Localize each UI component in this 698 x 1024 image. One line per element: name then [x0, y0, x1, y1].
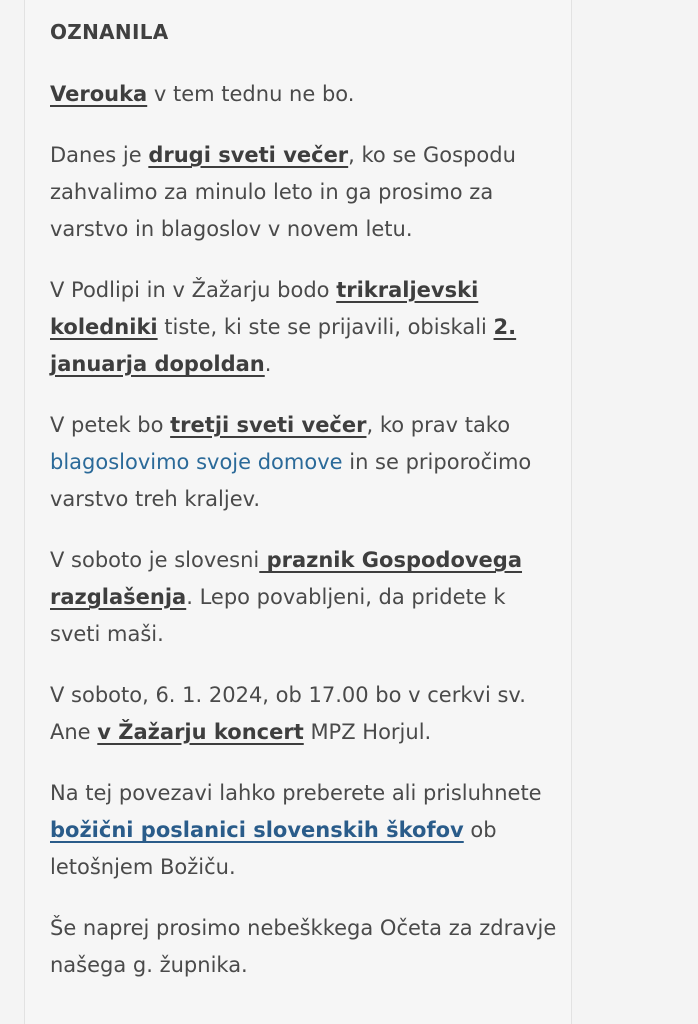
text: in se priporočimo varstvo treh kraljev. [50, 450, 532, 511]
text: v tem tednu ne bo. [147, 82, 355, 106]
highlight-epiphany: praznik Gospodovega razglašenja [50, 548, 523, 609]
article-card [24, 0, 572, 1024]
text: , ko prav tako [366, 413, 511, 437]
text: Danes je [50, 143, 149, 167]
text: V soboto je slovesni [50, 548, 260, 572]
highlight-second-evening: drugi sveti večer [148, 143, 349, 167]
announcement-bishops-message [50, 775, 560, 886]
announcement-third-holy-evening [50, 407, 560, 518]
announcement-carolers [50, 272, 560, 383]
blessing-homes-link[interactable]: blagoslovimo svoje domove [50, 450, 343, 474]
highlight-third-evening: tretji sveti večer [170, 413, 367, 437]
announcement-concert [50, 677, 560, 751]
text: Še naprej prosimo nebeškkega Očeta za zdravje našega g. župnika. [50, 916, 557, 977]
highlight-carolers: trikraljevski koledniki [50, 278, 479, 339]
announcement-prayer [50, 910, 560, 984]
text: V Podlipi in v Žažarju bodo [50, 278, 337, 302]
bishops-message-link[interactable]: božični poslanici slovenskih škofov [50, 818, 464, 842]
text: ob letošnjem Božiču. [50, 818, 497, 879]
text: Na tej povezavi lahko preberete ali prisluhnete [50, 781, 542, 805]
text: V petek bo [50, 413, 171, 437]
highlight-concert: v Žažarju koncert [97, 720, 304, 744]
highlight-verouka: Verouka [50, 82, 148, 106]
announcement-verouk [50, 76, 560, 113]
text: tiste, ki ste se prijavili, obiskali [157, 315, 494, 339]
text: , ko se Gospodu zahvalimo za minulo leto in ga prosimo za varstvo in blagoslov v novem letu. [50, 143, 516, 241]
section-heading: OZNANILA [50, 20, 169, 44]
text: . Lepo povabljeni, da pridete k sveti maši. [50, 585, 506, 646]
text: . [264, 352, 272, 376]
text: V soboto, 6. 1. 2024, ob 17.00 bo v cerkvi sv. Ane [50, 683, 526, 744]
text: MPZ Horjul. [303, 720, 432, 744]
announcement-second-holy-evening [50, 137, 560, 248]
announcement-epiphany [50, 542, 560, 653]
article-content [50, 14, 560, 1008]
highlight-date: 2. januarja dopoldan [50, 315, 517, 376]
